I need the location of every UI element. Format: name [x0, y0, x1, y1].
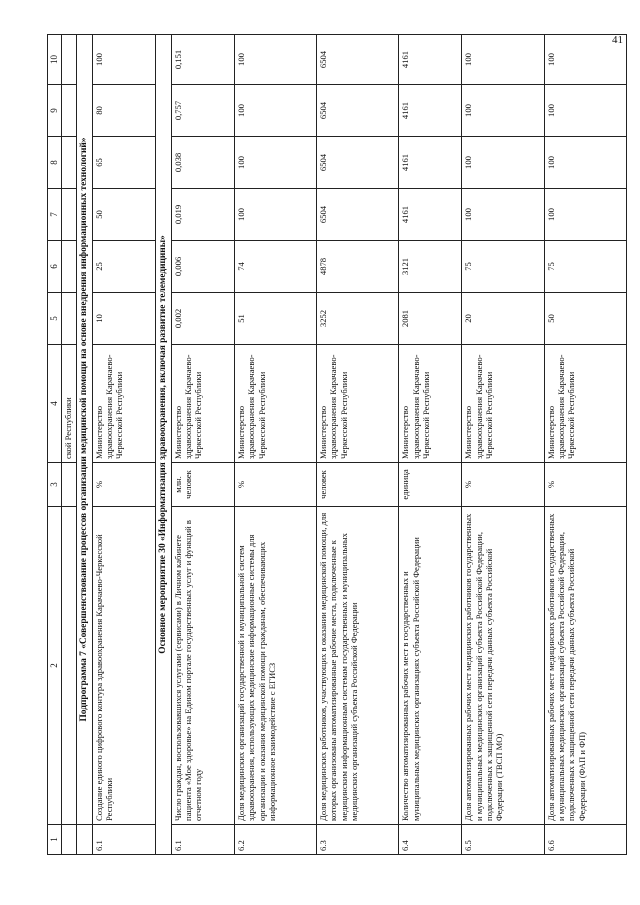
value-cell: 75 — [462, 241, 544, 293]
value-cell: 65 — [92, 137, 155, 189]
value-cell: 4161 — [399, 85, 462, 137]
unit: % — [544, 463, 626, 507]
responsible: Министерство здравоохранения Карачаево-Черкесской Республики — [171, 345, 234, 463]
value-cell: 3121 — [399, 241, 462, 293]
value-cell: 3252 — [317, 293, 399, 345]
rotated-table-container — [47, 35, 627, 855]
row-number: 6.5 — [462, 825, 544, 855]
value-cell: 75 — [544, 241, 626, 293]
indicator-name: Доля автоматизированных рабочих мест медицинских работников государственных и муниципальных медицинских организаций субъекта Российской Федерации, подключенных к защищенной сети передачи данных субъекта Российской Федерации (ТВСП МО) — [462, 507, 544, 825]
table-cell — [76, 825, 92, 855]
value-cell: 0,757 — [171, 85, 234, 137]
unit: млн. человек — [171, 463, 234, 507]
unit: человек — [317, 463, 399, 507]
header-cell: 2 — [48, 507, 62, 825]
row-number: 6.2 — [234, 825, 316, 855]
table-row — [171, 35, 234, 855]
value-cell: 20 — [462, 293, 544, 345]
table-row — [544, 35, 626, 855]
indicator-name: Доля медицинских организаций государственной и муниципальной систем здравоохранения, использующих медицинские информационные системы для организации и оказания медицинской помощи гражданам, обеспечивающих информационное взаимодействие с ЕГИСЗ — [234, 507, 316, 825]
row-number: 6.6 — [544, 825, 626, 855]
value-cell: 100 — [234, 137, 316, 189]
value-cell: 100 — [544, 137, 626, 189]
unit: % — [234, 463, 316, 507]
value-cell: 51 — [234, 293, 316, 345]
measure-row — [155, 35, 171, 855]
value-cell: 2081 — [399, 293, 462, 345]
value-cell: 4878 — [317, 241, 399, 293]
value-cell: 50 — [92, 189, 155, 241]
indicator-name: Количество автоматизированных рабочих мест в государственных и муниципальных медицинских организациях субъекта Российской Федерации — [399, 507, 462, 825]
continuation-row — [61, 35, 76, 855]
value-cell: 4161 — [399, 35, 462, 85]
header-row — [48, 35, 62, 855]
header-cell: 4 — [48, 345, 62, 463]
indicator-name: Доля автоматизированных рабочих мест медицинских работников государственных и муниципальных медицинских организаций субъекта Российской Федерации, подключенных к защищенной сети передачи данных субъекта Российской Федерации (ФАП и ФП) — [544, 507, 626, 825]
table-cell — [61, 463, 76, 507]
header-cell: 6 — [48, 241, 62, 293]
continuation-responsible: ской Республики — [61, 345, 76, 463]
unit: % — [462, 463, 544, 507]
indicator-name: Создание единого цифрового контура здравоохранения Карачаево-Черкесской Республики — [92, 507, 155, 825]
unit: % — [92, 463, 155, 507]
value-cell: 50 — [544, 293, 626, 345]
value-cell: 25 — [92, 241, 155, 293]
header-cell: 10 — [48, 35, 62, 85]
value-cell: 6504 — [317, 85, 399, 137]
value-cell: 6504 — [317, 189, 399, 241]
header-cell: 8 — [48, 137, 62, 189]
value-cell: 80 — [92, 85, 155, 137]
value-cell: 100 — [234, 35, 316, 85]
value-cell: 100 — [462, 85, 544, 137]
responsible: Министерство здравоохранения Карачаево-Черкесской Республики — [92, 345, 155, 463]
value-cell: 6504 — [317, 35, 399, 85]
subprogram-row — [76, 35, 92, 855]
table-cell — [61, 35, 76, 85]
table-row — [234, 35, 316, 855]
row-number: 6.3 — [317, 825, 399, 855]
header-cell: 9 — [48, 85, 62, 137]
value-cell: 4161 — [399, 189, 462, 241]
table-row — [317, 35, 399, 855]
value-cell: 0,002 — [171, 293, 234, 345]
page-number: 41 — [612, 34, 623, 46]
value-cell: 0,151 — [171, 35, 234, 85]
value-cell: 100 — [544, 85, 626, 137]
header-cell: 1 — [48, 825, 62, 855]
table-row — [462, 35, 544, 855]
value-cell: 100 — [234, 189, 316, 241]
responsible: Министерство здравоохранения Карачаево-Черкесской Республики — [234, 345, 316, 463]
value-cell: 100 — [234, 85, 316, 137]
value-cell: 0,038 — [171, 137, 234, 189]
row-number: 6.1 — [92, 825, 155, 855]
table-cell — [61, 293, 76, 345]
value-cell: 100 — [462, 189, 544, 241]
value-cell: 6504 — [317, 137, 399, 189]
table-row — [92, 35, 155, 855]
value-cell: 10 — [92, 293, 155, 345]
responsible: Министерство здравоохранения Карачаево-Черкесской Республики — [462, 345, 544, 463]
responsible: Министерство здравоохранения Карачаево-Черкесской Республики — [544, 345, 626, 463]
value-cell: 100 — [92, 35, 155, 85]
value-cell: 100 — [462, 137, 544, 189]
header-cell: 5 — [48, 293, 62, 345]
responsible: Министерство здравоохранения Карачаево-Черкесской Республики — [317, 345, 399, 463]
table-cell — [61, 85, 76, 137]
table-cell — [61, 189, 76, 241]
header-cell: 3 — [48, 463, 62, 507]
row-number: 6.1 — [171, 825, 234, 855]
row-number: 6.4 — [399, 825, 462, 855]
value-cell: 100 — [544, 35, 626, 85]
table-row — [399, 35, 462, 855]
value-cell: 0,019 — [171, 189, 234, 241]
measure-title: Основное мероприятие 30 «Информатизация здравоохранения, включая развитие телемедицины» — [155, 35, 171, 855]
value-cell: 74 — [234, 241, 316, 293]
header-cell: 7 — [48, 189, 62, 241]
unit: единица — [399, 463, 462, 507]
indicators-table — [47, 34, 627, 855]
responsible: Министерство здравоохранения Карачаево-Черкесской Республики — [399, 345, 462, 463]
value-cell: 4161 — [399, 137, 462, 189]
indicator-name: Число граждан, воспользовавшихся услугами (сервисами) в Личном кабинете пациента «Мое здоровье» на Едином портале государственных услуг и функций в отчетном году — [171, 507, 234, 825]
value-cell: 100 — [544, 189, 626, 241]
value-cell: 100 — [462, 35, 544, 85]
table-cell — [61, 825, 76, 855]
table-cell — [61, 241, 76, 293]
indicator-name: Доля медицинских работников, участвующих в оказании медицинской помощи, для которых организованы автоматизированные рабочие места, подключенные к медицинским информационным системам государственных и муниципальных медицинских организаций субъекта Российской Федерации — [317, 507, 399, 825]
value-cell: 0,006 — [171, 241, 234, 293]
subprogram-title: Подпрограмма 7 «Совершенствование процессов организации медицинской помощи на основе внедрения информационных технологий» — [76, 35, 92, 825]
table-cell — [61, 507, 76, 825]
table-cell — [61, 137, 76, 189]
